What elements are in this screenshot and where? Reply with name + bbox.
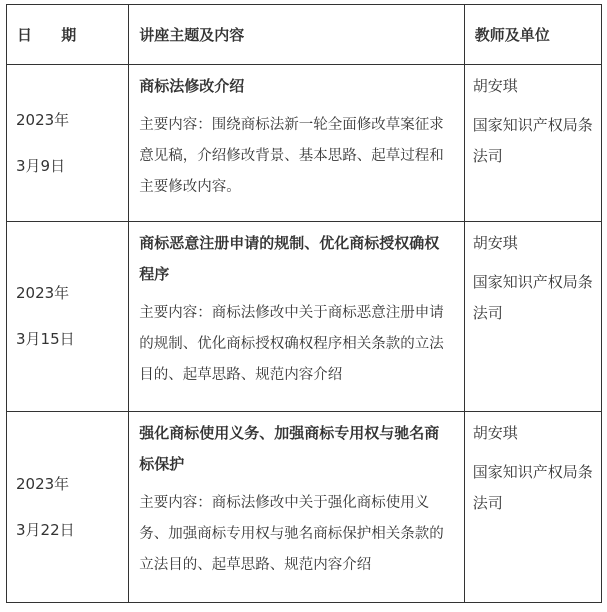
teacher-cell — [464, 222, 601, 412]
date-cell — [7, 412, 129, 603]
lecture-content: 主要内容：商标法修改中关于商标恶意注册申请的规制、优化商标授权确权程序相关条款的立法目的、起草思路、规范内容介绍 — [139, 305, 444, 383]
header-row — [7, 5, 602, 65]
teacher-name: 胡安琪 — [472, 234, 518, 252]
teacher-cell — [464, 65, 601, 222]
date-day: 3月9日 — [16, 156, 66, 175]
table-row — [7, 65, 602, 222]
date-day: 3月15日 — [16, 330, 75, 348]
lecture-title: 商标法修改介绍 — [139, 77, 245, 95]
topic-cell — [129, 222, 465, 412]
teacher-cell — [464, 412, 601, 603]
date-day: 3月22日 — [16, 520, 75, 539]
date-cell — [7, 222, 129, 412]
lecture-content: 主要内容：商标法修改中关于强化商标使用义务、加强商标专用权与驰名商标保护相关条款的立法目的、起草思路、规范内容介绍 — [139, 495, 444, 573]
date-year: 2023年 — [16, 110, 70, 129]
table-row — [7, 222, 602, 412]
lecture-title: 强化商标使用义务、加强商标专用权与驰名商标保护 — [139, 424, 440, 473]
date-year: 2023年 — [16, 474, 70, 493]
date-year: 2023年 — [16, 284, 70, 302]
topic-cell — [129, 412, 465, 603]
lecture-schedule-table — [6, 4, 602, 603]
lecture-content: 主要内容：围绕商标法新一轮全面修改草案征求意见稿，介绍修改背景、基本思路、起草过程和主要修改内容。 — [139, 117, 444, 195]
topic-cell — [129, 65, 465, 222]
teacher-unit: 国家知识产权局条法司 — [472, 463, 593, 512]
teacher-name: 胡安琪 — [472, 77, 518, 95]
header-teacher: 教师及单位 — [464, 5, 601, 65]
header-date: 日 期 — [7, 5, 129, 65]
teacher-unit: 国家知识产权局条法司 — [472, 116, 593, 165]
teacher-unit: 国家知识产权局条法司 — [472, 273, 593, 322]
lecture-title: 商标恶意注册申请的规制、优化商标授权确权程序 — [139, 234, 440, 283]
date-cell — [7, 65, 129, 222]
teacher-name: 胡安琪 — [472, 424, 518, 442]
table-row — [7, 412, 602, 603]
header-topic: 讲座主题及内容 — [129, 5, 465, 65]
